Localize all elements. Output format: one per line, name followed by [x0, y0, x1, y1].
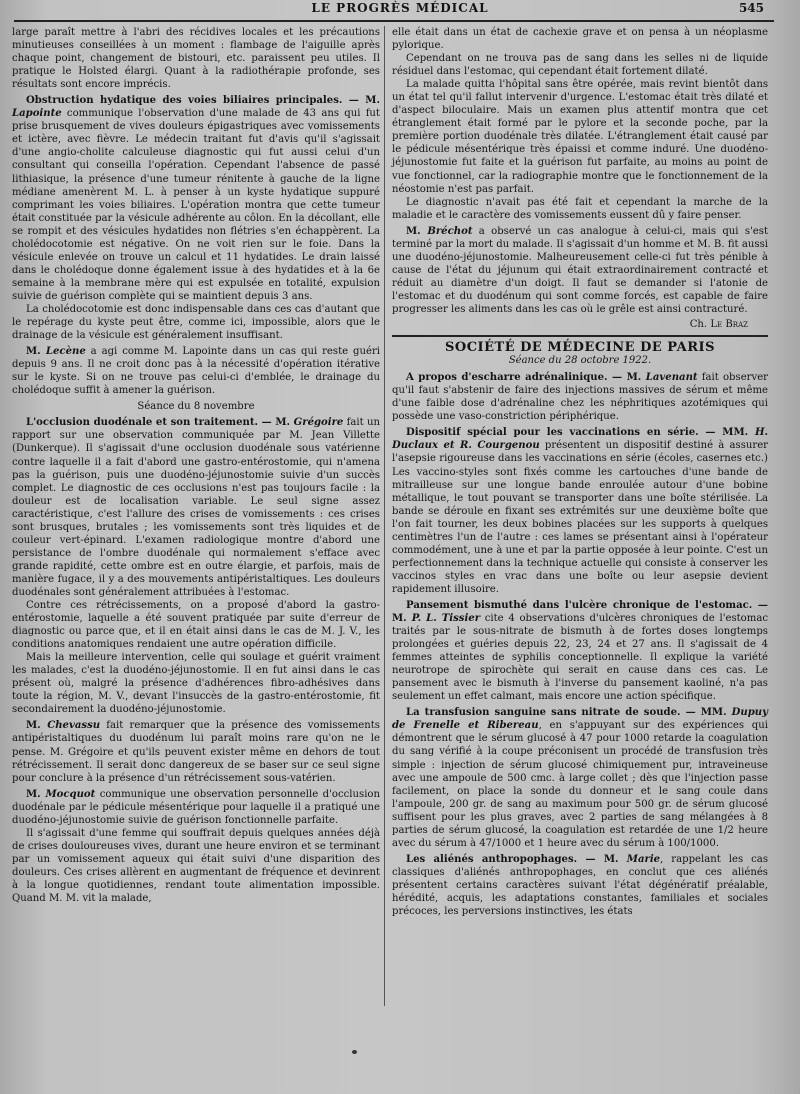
- report-paragraph: [392, 371, 768, 423]
- paragraph: elle était dans un état de cachexie grave et on pensa à un néoplasme pylorique.: [392, 27, 768, 52]
- paragraph: Cependant on ne trouva pas de sang dans les selles ni de liquide résiduel dans l'estomac, qui cependant était fortement dilaté.: [392, 53, 768, 78]
- paragraph-text: communique l'observation d'une malade de 43 ans qui fut prise brusquement de vives douleurs épigastriques avec vomissements et ictère, avec fièvre. Le médecin traitant fut d'avis qu'il s'agissait d'une angio-cholite calculeuse diagnostic qui fut aussi celui d'un consultant qui conseilla l'opération. Cependant l'absence de passé lithiasique, la présence d'une tumeur rénitente à gauche de la ligne médiane amenèrent M. L. à penser à un kyste hydatique suppuré comprimant les voies biliaires. L'opération montra que cette tumeur était constituée par la vésicule adhérente au côlon. En la décollant, elle se rompit et des vésicules hydatides non flétries s'en échappèrent. La cholédocotomie est négative. On ne voit rien sur le foie. Dans la vésicule enlevée on trouve un calcul et 11 hydatides. Le drain laissé dans le cholédoque donne également issue à des hydatides et à la 6e semaine à la membrane mère qui est expulsée en totalité, expulsion suivie de guérison complète qui se maintient depuis 3 ans.: [12, 108, 380, 302]
- speaker-name: Chevassu: [47, 720, 101, 732]
- right-column: [392, 26, 768, 918]
- paragraph-text: cite 4 observations d'ulcères chroniques de l'estomac traités par le sous-nitrate de bismuth à de fortes doses longtemps prolongées et guéries depuis 22, 23, 24 et 27 ans. Il s'agissait de 4 femmes atteintes de syphilis conceptionnelle. Il explique la variété neurotrope de spirochète qui serait en cause dans ces cas. Le pansement avec le bismuth à l'inverse du pansement kaoliné, n'a pas seulement un effet calmant, mais encore une action spécifique.: [392, 613, 769, 703]
- paragraph-text: présentent un dispositif destiné à assurer l'asepsie rigoureuse dans les vaccinations en série (écoles, casernes etc.) Les vaccino-styles sont fixés comme les cartouches d'une bande de mitrailleuse sur une longue bande enroulée autour d'une bobine métallique, le tout pouvant se transporter dans une boîte stérilisée. La bande se déroule en fixant ses extrémités sur une deuxième boîte que l'on fait tourner, les deux bobines placées sur les supports à quelques centimètres l'un de l'autre : ces lames se présentant ainsi à l'opérateur commodément, une à une et par la partie opposée à leur pointe. C'est un perfectionnement dans la technique actuelle qui consiste à conserver les vaccinos styles en vrac dans une boîte ou leur asepsie devient rapidement illusoire.: [392, 440, 769, 595]
- report-paragraph: [392, 853, 768, 918]
- paragraph-text: fait remarquer que la présence des vomissements antipéristaltiques du duodénum lui paraît moins rare qu'on ne le pense. M. Grégoire et qu'ils peuvent exister même en dehors de tout rétrécissement. Il serait donc dangereux de se baser sur ce seul signe pour conclure à la présence d'un rétrécissement sous-vatérien.: [12, 720, 380, 784]
- speaker-name: Grégoire: [293, 417, 344, 429]
- speaker-name: Marie: [626, 853, 661, 865]
- paragraph-text: , en s'appuyant sur des expériences qui démontrent que le sérum glucosé à 47 pour 1000 retarde la coagulation du sang vérifié à la coupe préconisent un procédé de transfusion très simple : injection de sérum glucosé chimiquement pur, intraveineuse avec une ampoule de 500 cmc. à large collet ; dès que l'injection passe facilement, on place la sonde du donneur et le sang coule dans l'ampoule, 200 gr. de sang au maximum pour 500 gr. de sérum glucosé suffisent pour les plus graves, avec 2 parties de sang mélangées à 8 parties de sérum glucosé, la coagulation est retardée de une 1/2 heure avec du sérum à 47/1000 et 1 heure avec du sérum à 100/1000.: [392, 720, 768, 849]
- speaker-name: P. L. Tissier: [411, 613, 481, 625]
- running-header: [14, 0, 786, 16]
- ink-dot: [352, 1050, 357, 1054]
- paragraph-text: fait un rapport sur une observation communiquée par M. Jean Villette (Dunkerque). Il s'agissait d'une occlusion duodénale sous vatérienne contre laquelle il a fait d'abord une gastro-entérostomie, qui n'amena pas la guérison, puis une duodéno-jéjunostomie suivie d'un succès complet. Le diagnostic de ces occlusions n'est pas toujours facile : la douleur est de localisation variable. Le seul signe assez caractéristique, c'est l'allure des crises de vomissements : ces crises sont brusques, brutales ; les vomissements sont très liquides et de couleur vert-épinard. L'examen radiologique montre d'abord une persistance de l'ombre duodénale qui normalement s'efface avec grande rapidité, cette ombre est en outre élargie, et parfois, mais de manière fugace, il y a des mouvements antipéristaltiques. Les douleurs duodénales sont généralement attribuées à l'estomac.: [12, 417, 380, 598]
- speaker-name: Bréchot: [427, 225, 473, 237]
- paragraph: La malade quitta l'hôpital sans être opérée, mais revint bientôt dans un état tel qu'il fallut intervenir d'urgence. L'estomac était très dilaté et d'aspect biloculaire. Mais un examen plus attentif montra que cet étranglement était formé par le pylore et la seconde poche, par la première portion duodénale très dilatée. L'étranglement était causé par le pédicule mésentérique très épaissi et comme induré. Une duodéno-jéjunostomie fut faite et la guérison fut parfaite, au moins au point de vue fonctionnel, car la radiographie montre que le fonctionnement de la néostomie n'est pas parfait.: [392, 79, 768, 195]
- report-title: Pansement bismuthé dans l'ulcère chronique de l'estomac. — M.: [392, 599, 768, 625]
- report-title: La transfusion sanguine sans nitrate de soude. — MM.: [406, 707, 732, 719]
- report-title: M.: [26, 788, 46, 800]
- paragraph-text: a agi comme M. Lapointe dans un cas qui reste guéri depuis 9 ans. Il ne croit donc pas à la nécessité d'opération itérative sur le kyste. Si on ne trouve pas celui-ci d'emblée, le drainage du cholédoque suffit à amener la guérison.: [12, 346, 380, 397]
- report-paragraph: [12, 345, 380, 397]
- paragraph-text: communique une observation personnelle d'occlusion duodénale par le pédicule mésentérique pour laquelle il a pratiqué une duodéno-jéjunostomie suivie de guérison fonctionnelle parfaite.: [12, 788, 380, 826]
- section-divider: [392, 335, 768, 337]
- speaker-name: Lecène: [45, 346, 86, 358]
- signature-name: Le Braz: [710, 319, 748, 331]
- society-heading: SOCIÉTÉ DE MÉDECINE DE PARIS: [445, 340, 715, 356]
- paragraph-text: , rappelant les cas classiques d'aliénés anthropophages, en conclut que ces aliénés présentent certains caractères suivant l'état dégénératif préalable, hérédité, acquis, les adaptations constantes, familiales et sociales précoces, les perversions instinctives, les états: [392, 853, 768, 918]
- report-paragraph: [392, 706, 768, 850]
- report-paragraph: [392, 599, 768, 703]
- report-title: M.: [406, 225, 428, 237]
- report-title: M.: [26, 720, 48, 732]
- report-title: Obstruction hydatique des voies biliaires principales. — M.: [26, 95, 380, 107]
- speaker-name: Dupuy de Frenelle et Ribereau: [392, 707, 768, 732]
- paragraph: Il s'agissait d'une femme qui souffrait depuis quelques années déjà de crises douloureuses vives, durant une heure environ et se terminant par un vomissement aqueux qui était suivi d'une disparition des douleurs. Ces crises allèrent en augmentant de fréquence et devinrent à la longue quotidiennes, rendant toute alimentation impossible. Quand M. M. vit la malade,: [12, 827, 380, 905]
- paragraph: Le diagnostic n'avait pas été fait et cependant la marche de la maladie et le caractère des vomissements eussent dû y faire penser.: [392, 196, 768, 221]
- left-column: [12, 26, 380, 905]
- paragraph: large paraît mettre à l'abri des récidives locales et les précautions minutieuses conseillées à un moment : flambage de l'aiguille après chaque point, changement de bistouri, etc. paraissent peu utiles. Il pratique le Holsted élargi. Quant à la radiothérapie profonde, ses résultats sont encore imprécis.: [12, 27, 380, 91]
- report-paragraph: [12, 94, 380, 303]
- paragraph: Contre ces rétrécissements, on a proposé d'abord la gastro-entérostomie, laquelle a été souvent pratiquée par suite d'erreur de diagnostic ou parce que, et il en était ainsi dans le cas de M. J. V., les conditions anatomiques rendaient une autre opération difficile.: [12, 600, 380, 651]
- session-date: Séance du 28 octobre 1922.: [508, 355, 652, 367]
- paragraph: La cholédocotomie est donc indispensable dans ces cas d'autant que le repérage du kyste peut être, comme ici, impossible, alors que le drainage de la vésicule est généralement insuffisant.: [12, 303, 380, 342]
- page-number: 545: [738, 1, 764, 15]
- speaker-name: Lavenant: [645, 372, 698, 384]
- report-paragraph: [392, 225, 768, 316]
- column-divider: [384, 26, 385, 1006]
- report-paragraph: [12, 416, 380, 599]
- speaker-name: Mocquot: [45, 788, 96, 800]
- journal-title: LE PROGRÈS MÉDICAL: [311, 1, 489, 15]
- speaker-name: Lapointe: [12, 108, 62, 120]
- report-title: Les aliénés anthropophages. — M.: [406, 853, 627, 865]
- paragraph-text: a observé un cas analogue à celui-ci, mais qui s'est terminé par la mort du malade. Il s'agissait d'un homme et M. B. fit aussi une duodéno-jéjunostomie. Malheureusement celle-ci fut très pénible à cause de l'état du jéjunum qui était extraordinairement contracté et réduit au diamètre d'un doigt. Il faut se demander si l'atonie de l'estomac et du duodénum qui sont comme forcés, est capable de faire progresser les aliments dans les cas où le grêle est ainsi contracturé.: [392, 225, 769, 315]
- report-paragraph: [12, 788, 380, 827]
- report-title: L'occlusion duodénale et son traitement. — M.: [26, 417, 294, 429]
- report-title: Dispositif spécial pour les vaccinations en série. — MM.: [406, 427, 755, 439]
- session-heading: Séance du 8 novembre: [137, 401, 255, 413]
- report-paragraph: [12, 719, 380, 784]
- header-rule: [14, 20, 774, 22]
- author-signature: Ch. Le Braz: [689, 319, 748, 331]
- report-title: M.: [26, 346, 46, 358]
- speaker-name: H. Duclaux et R. Courgenou: [392, 427, 768, 452]
- paragraph: Mais la meilleure intervention, celle qui soulage et guérit vraiment les malades, c'est la duodéno-jéjunostomie. Il en fut ainsi dans le cas présent où, malgré la présence d'adhérences fibro-adhésives dans toute la région, M. V., devant l'insuccès de la gastro-entérostomie, fit secondairement la duodéno-jéjunostomie.: [12, 652, 380, 716]
- paragraph-text: fait observer qu'il faut s'abstenir de faire des injections massives de sérum et même d'une faible dose d'adrénaline chez les néphritiques azotémiques qui possède une vaso-constriction périphérique.: [392, 372, 768, 423]
- report-title: A propos d'escharre adrénalinique. — M.: [406, 372, 646, 384]
- report-paragraph: [392, 426, 768, 596]
